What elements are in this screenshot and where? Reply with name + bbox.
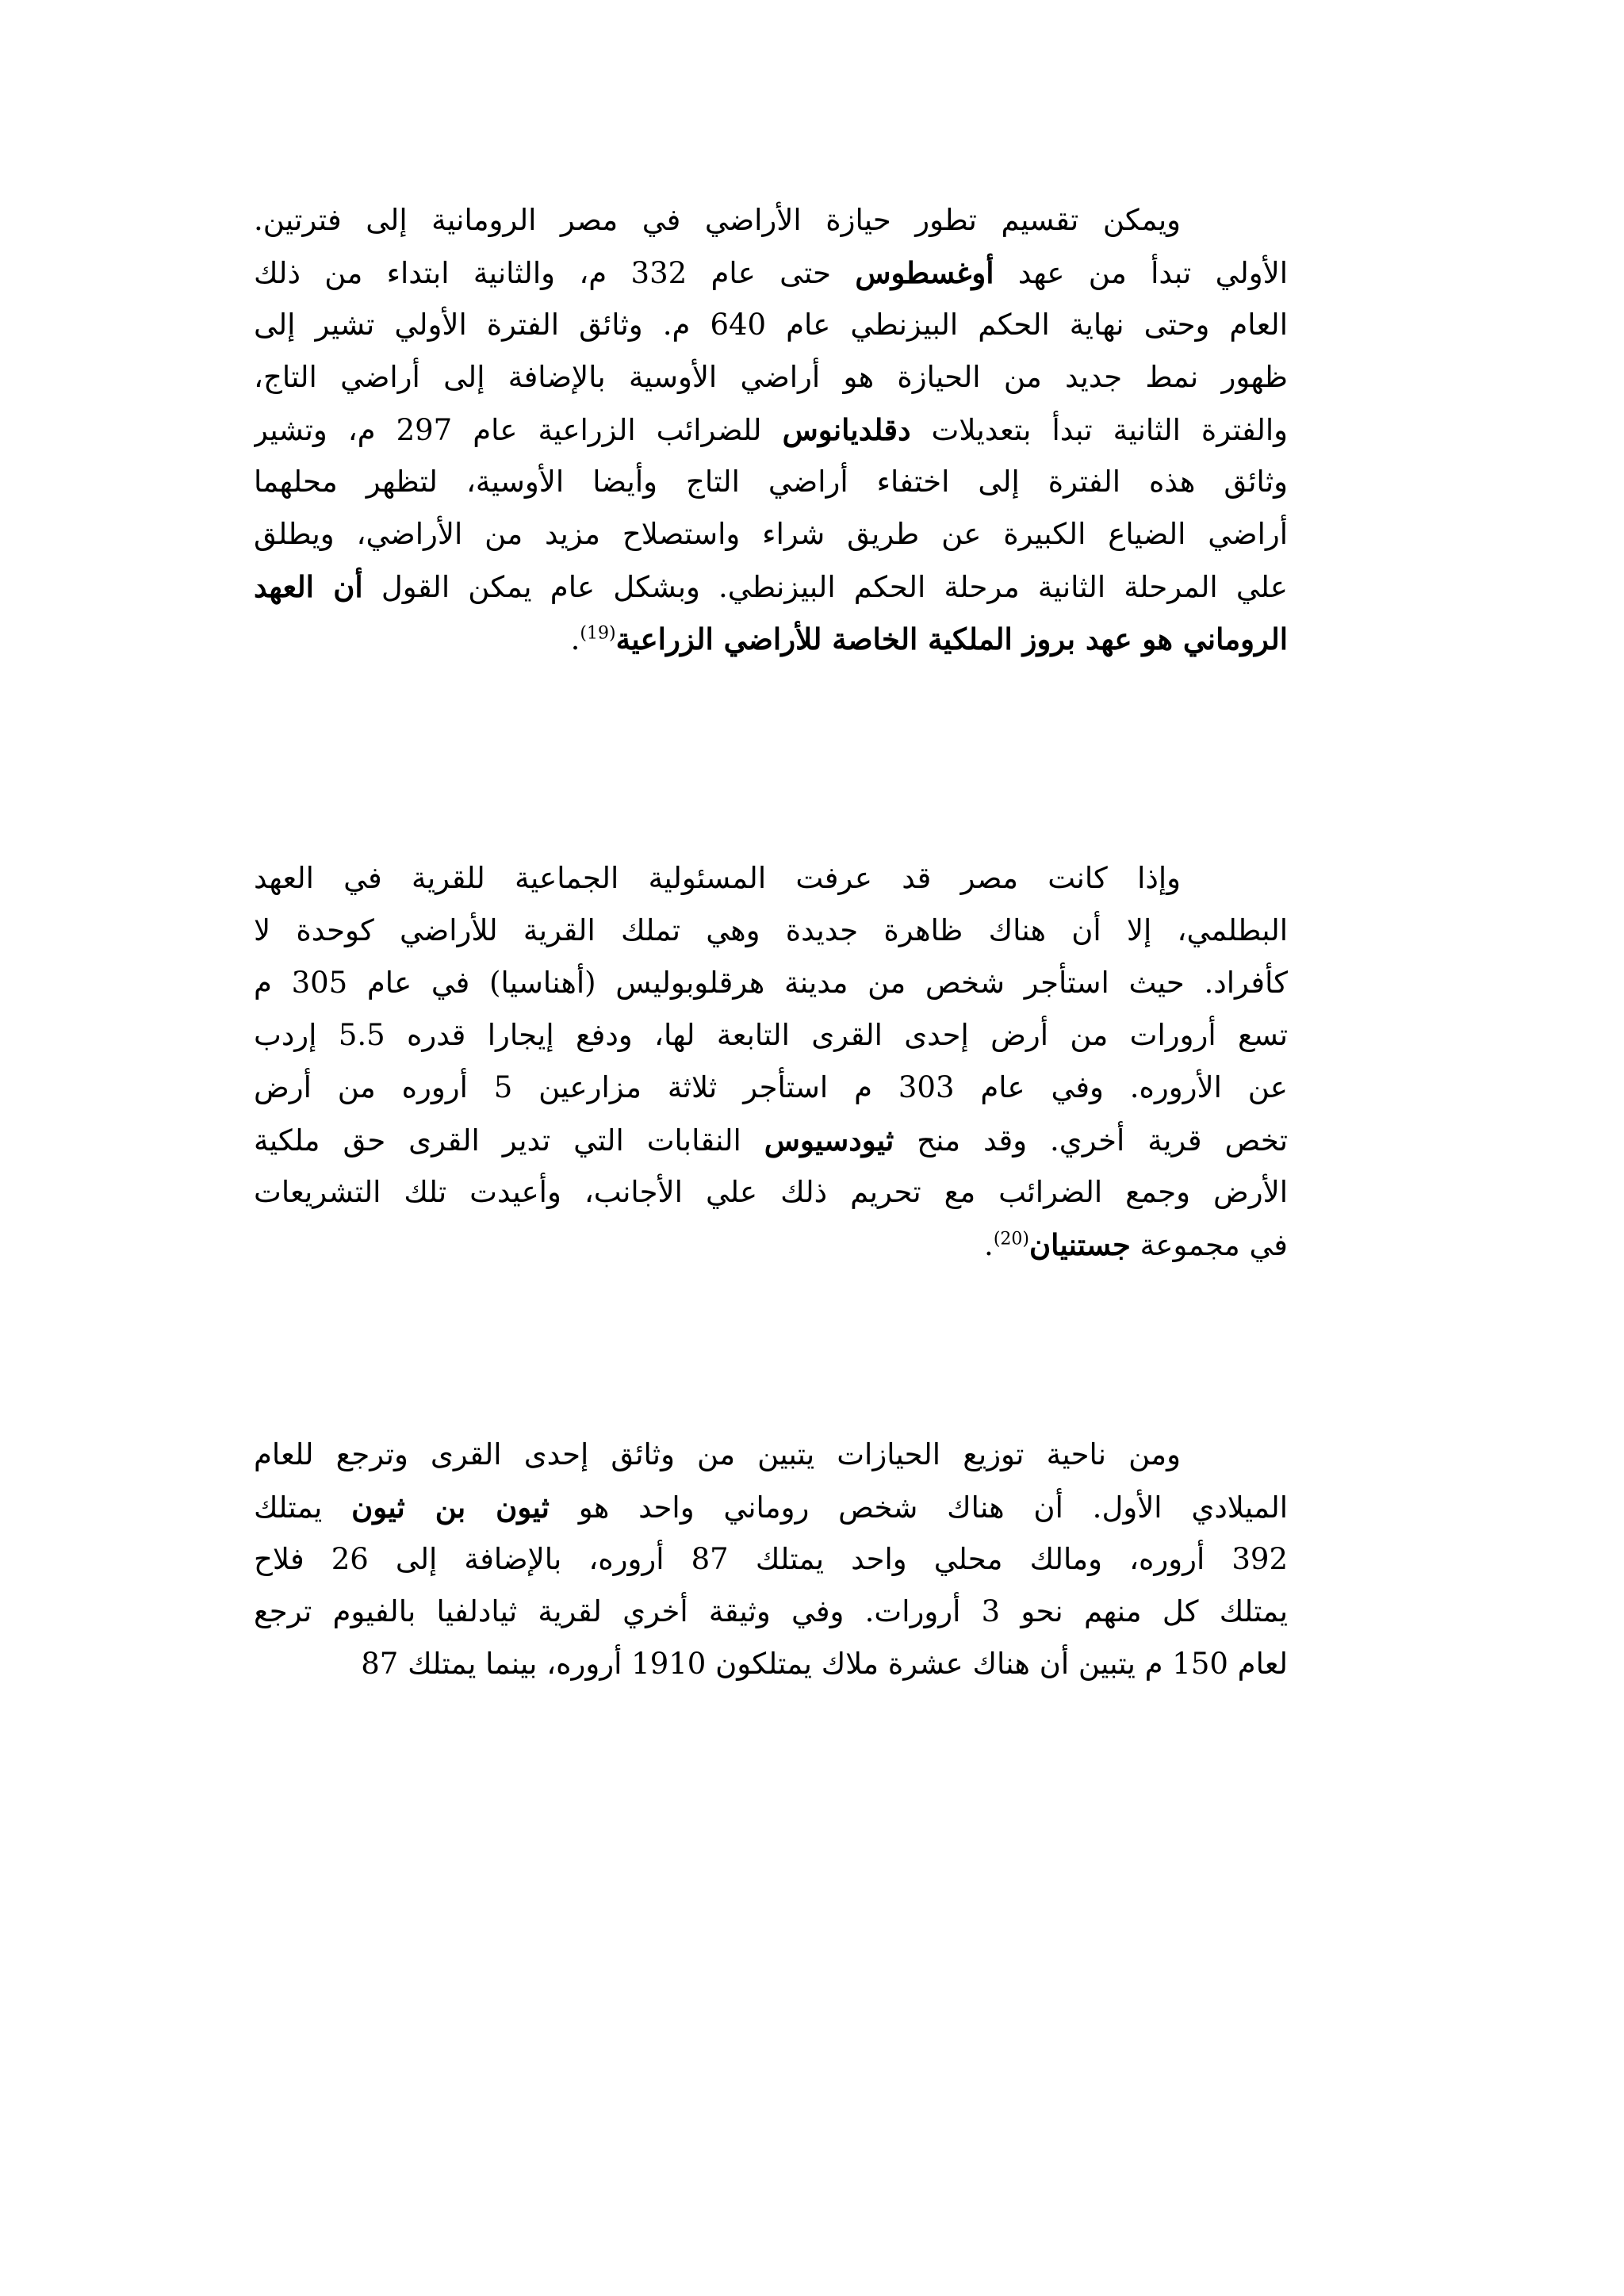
text-run: في مجموعة [1130,1228,1288,1262]
text-line [254,1219,1288,1271]
text-run: . [570,622,580,656]
text-run: أراضي الضياع الكبيرة عن طريق شراء واستصلاح مزيد من الأراضي، ويطلق [254,517,1288,551]
text-line [254,1481,1288,1533]
bold-text-run: ثيودسيوس [764,1123,894,1158]
text-run: لعام 150 م يتبين أن هناك عشرة ملاك يمتلكون 1910 أروره، بينما يمتلك 87 [361,1647,1288,1681]
text-line [254,1166,1288,1219]
text-line [254,508,1288,561]
text-line [254,351,1288,404]
text-line [254,1062,1288,1114]
text-run: 392 أروره، ومالك محلي واحد يمتلك 87 أروره، بالإضافة إلى 26 فلاح [254,1542,1288,1576]
text-line [254,404,1288,456]
text-run: البطلمي، إلا أن هناك ظاهرة جديدة وهي تملك القرية للأراضي كوحدة لا [254,913,1288,947]
footnote-reference: (19) [580,623,616,644]
text-line [254,1586,1288,1638]
text-line [254,299,1288,351]
footnote-reference: (20) [993,1229,1029,1249]
bold-text-run: الروماني هو عهد بروز الملكية الخاصة للأراضي الزراعية [615,622,1288,656]
text-line [254,456,1288,508]
text-line [254,1009,1288,1062]
text-run: للضرائب الزراعية عام 297 م، وتشير [254,413,783,447]
text-run: علي المرحلة الثانية مرحلة الحكم البيزنطي. وبشكل عام يمكن القول [362,570,1288,604]
text-run: الميلادي الأول. أن هناك شخص روماني واحد هو [549,1490,1288,1525]
text-line [254,1533,1288,1586]
text-run: عن الأروره. وفي عام 303 م استأجر ثلاثة مزارعين 5 أروره من أرض [254,1070,1288,1104]
bold-text-run: أوغسطوس [855,255,994,290]
text-run: والفترة الثانية تبدأ بتعديلات [910,413,1288,447]
text-line [254,194,1288,247]
text-line [254,905,1288,957]
text-run: يمتلك [254,1490,352,1525]
text-run: العام وحتى نهاية الحكم البيزنطي عام 640 م. وثائق الفترة الأولي تشير إلى [254,308,1288,342]
text-run: ومن ناحية توزيع الحيازات يتبين من وثائق إحدى القرى وترجع للعام [254,1437,1181,1471]
bold-text-run: ثيون بن ثيون [351,1490,550,1525]
text-run: تخص قرية أخري. وقد منح [894,1123,1288,1158]
text-run: وإذا كانت مصر قد عرفت المسئولية الجماعية للقرية في العهد [254,861,1181,895]
text-line [254,1429,1288,1481]
text-run: الأرض وجمع الضرائب مع تحريم ذلك علي الأجانب، وأعيدت تلك التشريعات [254,1175,1288,1209]
bold-text-run: أن العهد [254,569,363,604]
text-run: . [984,1228,994,1262]
paragraph-3 [254,1429,1288,1690]
text-run: تسع أرورات من أرض إحدى القرى التابعة لها، ودفع إيجارا قدره 5.5 إردب [254,1018,1288,1052]
text-run: حتى عام 332 م، والثانية ابتداء من ذلك [254,256,856,290]
text-run: ظهور نمط جديد من الحيازة هو أراضي الأوسية بالإضافة إلى أراضي التاج، [254,360,1288,394]
bold-text-run: دقلديانوس [782,412,911,447]
bold-text-run: جستنيان [1029,1227,1131,1262]
text-line [254,247,1288,299]
text-run: الأولي تبدأ من عهد [994,256,1288,290]
paragraph-2 [254,852,1288,1271]
text-line [254,957,1288,1009]
text-line [254,852,1288,905]
text-line [254,1114,1288,1166]
text-line [254,561,1288,613]
text-run: يمتلك كل منهم نحو 3 أرورات. وفي وثيقة أخري لقرية ثيادلفيا بالفيوم ترجع [254,1594,1288,1628]
text-run: ويمكن تقسيم تطور حيازة الأراضي في مصر الرومانية إلى فترتين. [254,203,1181,237]
text-line [254,1638,1288,1690]
text-run: وثائق هذه الفترة إلى اختفاء أراضي التاج وأيضا الأوسية، لتظهر محلهما [254,465,1288,499]
paragraph-1 [254,194,1288,665]
text-run: كأفراد. حيث استأجر شخص من مدينة هرقلوبوليس (أهناسيا) في عام 305 م [254,966,1288,1000]
text-line [254,613,1288,665]
text-run: النقابات التي تدير القرى حق ملكية [254,1123,764,1158]
